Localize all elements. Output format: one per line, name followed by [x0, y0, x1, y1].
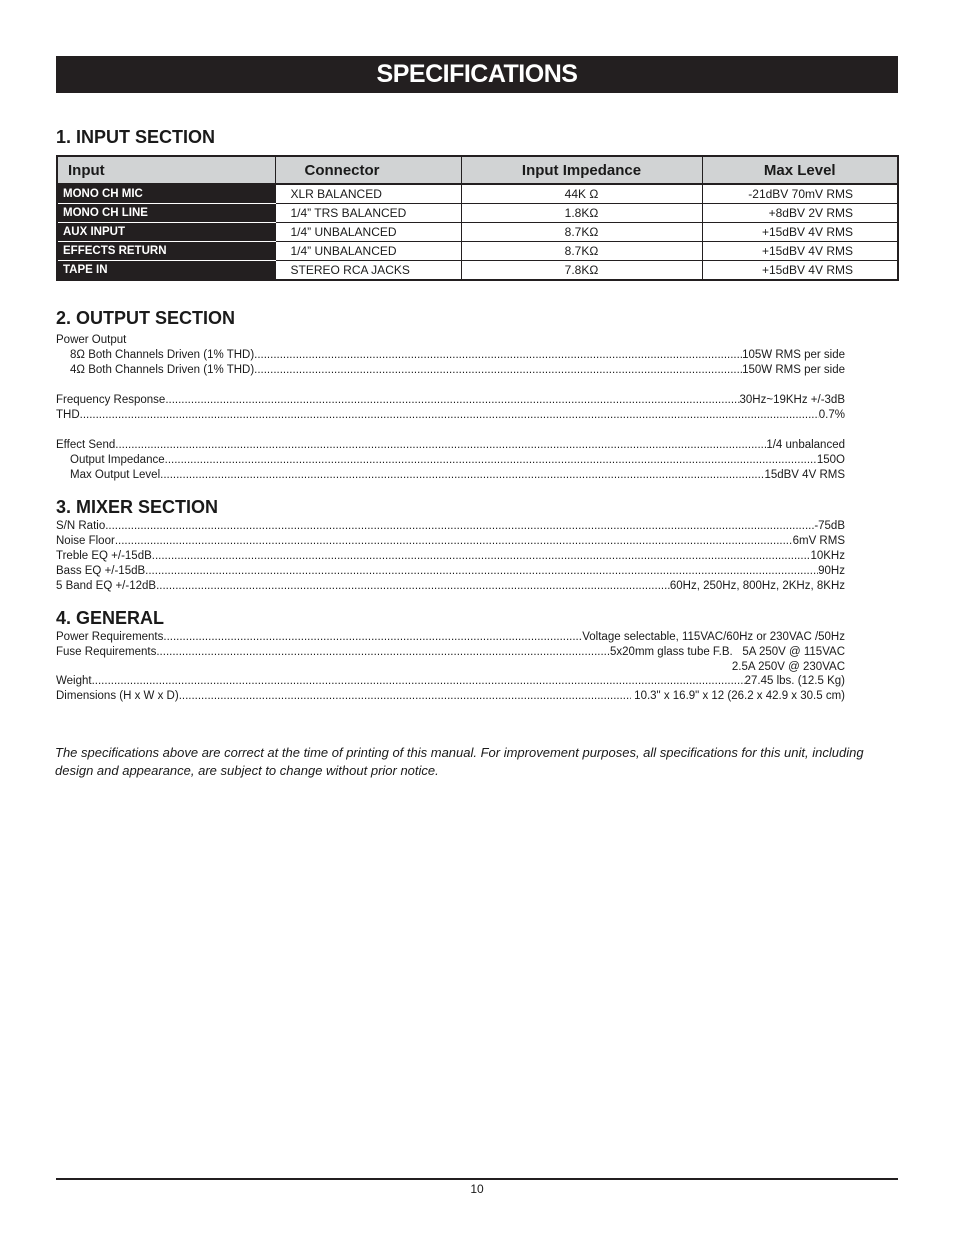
spec-row-weight — [56, 674, 845, 689]
spec-value: 105W RMS per side — [742, 349, 845, 361]
spec-value: 10KHz — [810, 550, 845, 562]
spec-label: Effect Send — [56, 439, 116, 451]
spec-label: Noise Floor — [56, 535, 115, 547]
table-row — [57, 204, 898, 223]
connector-cell: STEREO RCA JACKS — [275, 261, 461, 281]
spec-row-5-band-eq — [56, 579, 845, 594]
page-number: 10 — [470, 1182, 484, 1196]
connector-cell: XLR BALANCED — [275, 184, 461, 204]
dot-leader — [165, 393, 739, 408]
spec-label: Output Impedance — [70, 454, 165, 466]
spec-row-fuse-requirements — [56, 645, 845, 660]
table-header-row — [57, 156, 898, 184]
table-row — [57, 223, 898, 242]
connector-cell: 1/4” TRS BALANCED — [275, 204, 461, 223]
spec-row-effect-send — [56, 438, 845, 453]
input-spec-table — [56, 155, 899, 281]
connector-cell: 1/4” UNBALANCED — [275, 242, 461, 261]
output-spec-list — [56, 333, 845, 483]
spec-label: Max Output Level — [70, 469, 161, 481]
column-header-impedance: Input Impedance — [461, 156, 702, 184]
spec-value: 10.3" x 16.9" x 12 (26.2 x 42.9 x 30.5 cm) — [630, 690, 845, 702]
dot-leader — [115, 534, 793, 549]
spec-value: -75dB — [814, 520, 845, 532]
spec-label: Treble EQ +/-15dB — [56, 550, 152, 562]
spec-row-max-output-level — [56, 468, 845, 483]
dot-leader — [254, 348, 742, 363]
mixer-spec-list — [56, 519, 845, 594]
spec-label: 8Ω Both Channels Driven (1% THD) — [70, 349, 255, 361]
spec-label: S/N Ratio — [56, 520, 106, 532]
impedance-cell: 7.8KΩ — [461, 261, 702, 281]
impedance-cell: 1.8KΩ — [461, 204, 702, 223]
dot-leader — [160, 468, 764, 483]
page-title: SPECIFICATIONS — [56, 56, 898, 93]
impedance-cell: 44K Ω — [461, 184, 702, 204]
specifications-disclaimer: The specifications above are correct at the time of printing of this manual. For improvement purposes, all specifications for this unit, including design and appearance, are subject to change without prior notice. — [55, 745, 864, 778]
spec-value: 15dBV 4V RMS — [764, 469, 845, 481]
dot-leader — [254, 363, 742, 378]
dot-leader — [165, 453, 817, 468]
table-row — [57, 184, 898, 204]
spec-value: 27.45 lbs. (12.5 Kg) — [744, 675, 845, 687]
input-name-cell: MONO CH LINE — [57, 204, 275, 223]
max-level-cell: +15dBV 4V RMS — [702, 242, 898, 261]
spec-row-power-requirements — [56, 630, 845, 645]
input-name-cell: MONO CH MIC — [57, 184, 275, 204]
spec-value: 90Hz — [818, 565, 845, 577]
max-level-cell: +8dBV 2V RMS — [702, 204, 898, 223]
spec-label: Fuse Requirements — [56, 646, 157, 658]
spec-row-sn-ratio — [56, 519, 845, 534]
spec-value: 30Hz~19KHz +/-3dB — [739, 394, 845, 406]
column-header-connector: Connector — [275, 156, 461, 184]
dot-leader — [152, 549, 811, 564]
dot-leader — [156, 579, 670, 594]
max-level-cell: +15dBV 4V RMS — [702, 261, 898, 281]
spec-label: Bass EQ +/-15dB — [56, 565, 146, 577]
spec-row-power-8ohm — [56, 348, 845, 363]
table-row — [57, 261, 898, 281]
spec-label: 5 Band EQ +/-12dB — [56, 580, 157, 592]
output-section-heading: 2. OUTPUT SECTION — [56, 308, 236, 328]
mixer-section-heading: 3. MIXER SECTION — [56, 497, 219, 517]
dot-leader — [92, 674, 745, 689]
spec-row-treble-eq — [56, 549, 845, 564]
spec-label: THD — [56, 409, 80, 421]
input-name-cell: AUX INPUT — [57, 223, 275, 242]
spec-value: Voltage selectable, 115VAC/60Hz or 230VAC /50Hz — [582, 631, 845, 643]
spec-label: 4Ω Both Channels Driven (1% THD) — [70, 364, 255, 376]
spec-row-output-impedance — [56, 453, 845, 468]
general-spec-list — [56, 630, 845, 704]
spec-row-noise-floor — [56, 534, 845, 549]
general-section-heading: 4. GENERAL — [56, 608, 165, 628]
dot-leader — [163, 630, 582, 645]
dot-leader — [80, 408, 819, 423]
input-name-cell: EFFECTS RETURN — [57, 242, 275, 261]
spec-value: 6mV RMS — [792, 535, 845, 547]
spec-value: 60Hz, 250Hz, 800Hz, 2KHz, 8KHz — [669, 580, 845, 592]
impedance-cell: 8.7KΩ — [461, 242, 702, 261]
table-row — [57, 242, 898, 261]
spec-value: 150W RMS per side — [742, 364, 845, 376]
dot-leader — [105, 519, 814, 534]
spec-label: Weight — [56, 675, 92, 687]
input-section-heading: 1. INPUT SECTION — [56, 127, 216, 147]
spec-label: Frequency Response — [56, 394, 166, 406]
connector-cell: 1/4” UNBALANCED — [275, 223, 461, 242]
spec-value: 1/4 unbalanced — [766, 439, 845, 451]
power-output-label: Power Output — [56, 334, 127, 346]
spec-row-thd — [56, 408, 845, 423]
footer-divider — [56, 1178, 898, 1180]
column-header-input: Input — [57, 156, 275, 184]
dot-leader — [145, 564, 818, 579]
spec-row-power-4ohm — [56, 363, 845, 378]
spec-value: 5x20mm glass tube F.B. 5A 250V @ 115VAC — [610, 646, 845, 658]
spec-value: 150O — [816, 454, 845, 466]
impedance-cell: 8.7KΩ — [461, 223, 702, 242]
max-level-cell: +15dBV 4V RMS — [702, 223, 898, 242]
max-level-cell: -21dBV 70mV RMS — [702, 184, 898, 204]
input-name-cell: TAPE IN — [57, 261, 275, 281]
spec-row-dimensions — [56, 689, 845, 704]
dot-leader — [179, 689, 631, 704]
column-header-max-level: Max Level — [702, 156, 898, 184]
spec-label: Dimensions (H x W x D) — [56, 690, 179, 702]
dot-leader — [156, 645, 610, 660]
spec-label: Power Requirements — [56, 631, 164, 643]
spec-value-continuation: 2.5A 250V @ 230VAC — [731, 661, 845, 673]
spec-value: 0.7% — [818, 409, 845, 421]
spec-row-bass-eq — [56, 564, 845, 579]
spec-row-frequency-response — [56, 393, 845, 408]
dot-leader — [115, 438, 766, 453]
